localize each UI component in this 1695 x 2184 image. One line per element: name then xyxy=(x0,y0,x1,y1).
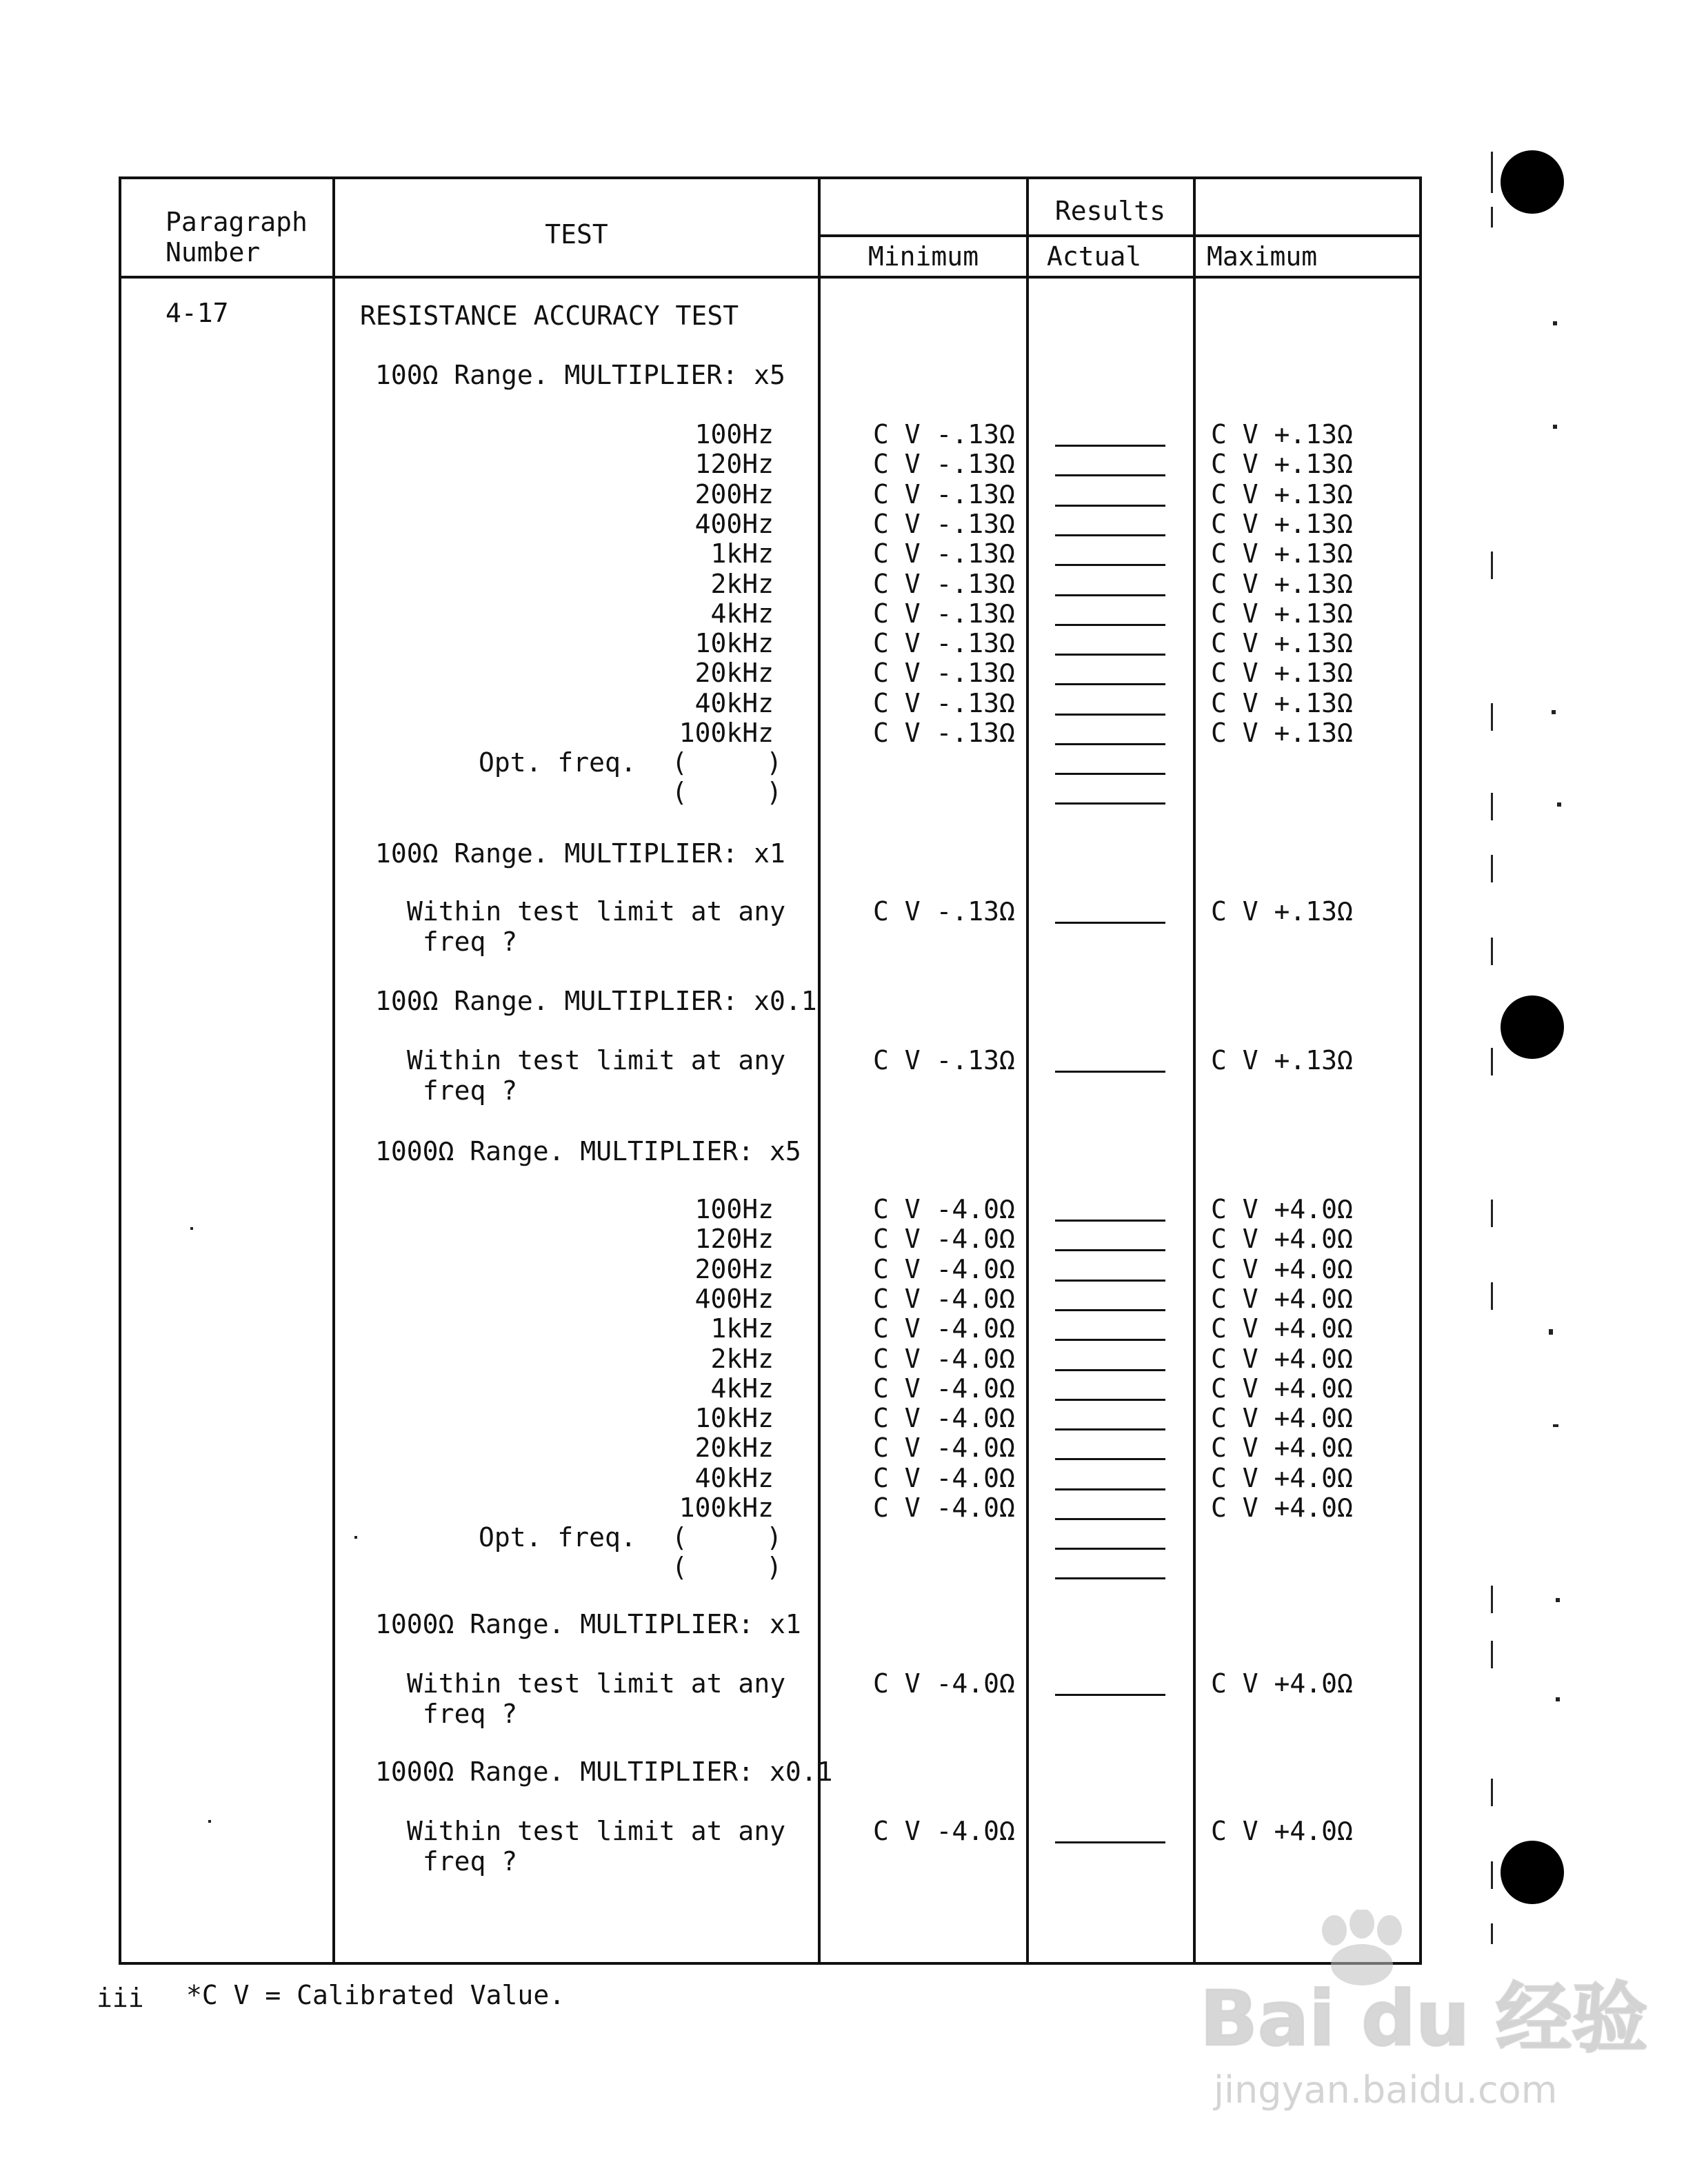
frequency-label: 40kHz xyxy=(694,1462,774,1493)
result-entry-blank xyxy=(1055,1071,1165,1073)
scan-speck xyxy=(190,1227,193,1230)
section-label: 1000Ω Range. MULTIPLIER: x0.1 xyxy=(375,1757,833,1787)
paragraph-number: 4-17 xyxy=(166,298,229,328)
maximum-value: C V +.13Ω xyxy=(1211,687,1353,718)
minimum-value: C V -.13Ω xyxy=(873,508,1015,539)
result-entry-blank xyxy=(1055,1220,1165,1222)
frequency-label: 1kHz xyxy=(710,1313,774,1344)
scan-speck xyxy=(1491,1641,1493,1668)
minimum-value: C V -4.0Ω xyxy=(873,1403,1015,1434)
minimum-value: C V -4.0Ω xyxy=(873,1194,1015,1224)
result-entry-blank xyxy=(1055,743,1165,745)
header-actual: Actual xyxy=(1047,241,1142,272)
result-entry-blank xyxy=(1055,505,1165,507)
column-divider-1 xyxy=(332,176,335,1965)
test-title: RESISTANCE ACCURACY TEST xyxy=(360,301,739,331)
minimum-value: C V -4.0Ω xyxy=(873,1668,1015,1699)
frequency-label: 100kHz xyxy=(679,718,774,748)
frequency-label: 400Hz xyxy=(694,508,774,539)
frequency-label: 4kHz xyxy=(710,598,774,629)
binder-hole-middle xyxy=(1501,995,1564,1059)
maximum-value: C V +.13Ω xyxy=(1211,658,1353,689)
frequency-label: 100kHz xyxy=(679,1493,774,1523)
maximum-value: C V +4.0Ω xyxy=(1211,1816,1353,1846)
maximum-value: C V +4.0Ω xyxy=(1211,1224,1353,1255)
result-entry-blank xyxy=(1055,1399,1165,1401)
result-entry-blank xyxy=(1055,1548,1165,1550)
maximum-value: C V +.13Ω xyxy=(1211,419,1353,449)
binder-hole-top xyxy=(1501,150,1564,214)
scan-speck xyxy=(1491,1586,1493,1613)
header-bottom-line xyxy=(119,276,1422,279)
scan-speck xyxy=(354,1536,357,1539)
maximum-value: C V +.13Ω xyxy=(1211,598,1353,629)
maximum-value: C V +.13Ω xyxy=(1211,449,1353,480)
scan-speck xyxy=(1491,1861,1493,1889)
minimum-value: C V -4.0Ω xyxy=(873,1462,1015,1493)
section-label: 1000Ω Range. MULTIPLIER: x1 xyxy=(375,1609,801,1639)
scan-speck xyxy=(1491,152,1493,193)
frequency-label: 20kHz xyxy=(694,658,774,689)
calibrated-value-note: *C V = Calibrated Value. xyxy=(186,1980,565,2010)
result-entry-blank xyxy=(1055,1369,1165,1371)
section-label: 100Ω Range. MULTIPLIER: x0.1 xyxy=(375,986,817,1016)
maximum-value: C V +4.0Ω xyxy=(1211,1253,1353,1284)
scan-speck xyxy=(1491,1282,1493,1310)
maximum-value: C V +4.0Ω xyxy=(1211,1403,1353,1434)
scan-speck xyxy=(1491,855,1493,882)
minimum-value: C V -4.0Ω xyxy=(873,1283,1015,1314)
minimum-value: C V -4.0Ω xyxy=(873,1253,1015,1284)
result-entry-blank xyxy=(1055,1309,1165,1311)
section-label: 100Ω Range. MULTIPLIER: x5 xyxy=(375,360,785,390)
minimum-value: C V -.13Ω xyxy=(873,568,1015,599)
frequency-label: 120Hz xyxy=(694,1224,774,1255)
maximum-value: C V +.13Ω xyxy=(1211,718,1353,748)
opt-freq-paren: ( ) xyxy=(672,747,783,778)
maximum-value: C V +4.0Ω xyxy=(1211,1313,1353,1344)
frequency-label: 1kHz xyxy=(710,538,774,569)
result-entry-blank xyxy=(1055,922,1165,924)
maximum-value: C V +4.0Ω xyxy=(1211,1433,1353,1464)
frequency-label: 120Hz xyxy=(694,449,774,480)
within-test-limit-label: Within test limit at any freq ? xyxy=(407,1045,786,1106)
maximum-value: C V +4.0Ω xyxy=(1211,1373,1353,1404)
minimum-value: C V -.13Ω xyxy=(873,1045,1015,1075)
result-entry-blank xyxy=(1055,1841,1165,1843)
frequency-label: 200Hz xyxy=(694,478,774,509)
minimum-value: C V -4.0Ω xyxy=(873,1313,1015,1344)
frequency-label: 200Hz xyxy=(694,1253,774,1284)
opt-freq-paren: ( ) xyxy=(672,1522,783,1553)
frequency-label: 40kHz xyxy=(694,687,774,718)
header-paragraph-number: Paragraph Number xyxy=(166,207,308,267)
scan-speck xyxy=(1491,938,1493,965)
result-entry-blank xyxy=(1055,624,1165,626)
maximum-value: C V +.13Ω xyxy=(1211,568,1353,599)
minimum-value: C V -.13Ω xyxy=(873,538,1015,569)
maximum-value: C V +4.0Ω xyxy=(1211,1668,1353,1699)
result-entry-blank xyxy=(1055,564,1165,566)
maximum-value: C V +4.0Ω xyxy=(1211,1283,1353,1314)
frequency-label: 10kHz xyxy=(694,1403,774,1434)
result-entry-blank xyxy=(1055,534,1165,536)
within-test-limit-label: Within test limit at any freq ? xyxy=(407,896,786,957)
result-entry-blank xyxy=(1055,1577,1165,1579)
result-entry-blank xyxy=(1055,714,1165,716)
minimum-value: C V -.13Ω xyxy=(873,687,1015,718)
result-entry-blank xyxy=(1055,1458,1165,1460)
minimum-value: C V -4.0Ω xyxy=(873,1433,1015,1464)
table-border-left xyxy=(119,176,121,1965)
scan-speck xyxy=(1553,425,1557,429)
table-border-top xyxy=(119,176,1422,179)
result-entry-blank xyxy=(1055,1339,1165,1341)
frequency-label: 100Hz xyxy=(694,1194,774,1224)
section-label: 1000Ω Range. MULTIPLIER: x5 xyxy=(375,1136,801,1166)
binder-hole-bottom xyxy=(1501,1841,1564,1904)
watermark-url: jingyan.baidu.com xyxy=(1214,2068,1558,2112)
result-entry-blank xyxy=(1055,1249,1165,1251)
minimum-value: C V -.13Ω xyxy=(873,658,1015,689)
maximum-value: C V +.13Ω xyxy=(1211,1045,1353,1075)
minimum-value: C V -.13Ω xyxy=(873,419,1015,449)
scan-speck xyxy=(1556,1697,1560,1701)
minimum-value: C V -4.0Ω xyxy=(873,1373,1015,1404)
frequency-label: 4kHz xyxy=(710,1373,774,1404)
scan-speck xyxy=(1553,1424,1558,1427)
table-border-right xyxy=(1419,176,1422,1965)
scan-speck xyxy=(1491,703,1493,731)
scan-speck xyxy=(1491,1779,1493,1806)
scan-speck xyxy=(1552,710,1556,714)
maximum-value: C V +4.0Ω xyxy=(1211,1493,1353,1523)
scan-speck xyxy=(1491,1200,1493,1227)
maximum-value: C V +4.0Ω xyxy=(1211,1343,1353,1374)
maximum-value: C V +.13Ω xyxy=(1211,628,1353,659)
within-test-limit-label: Within test limit at any freq ? xyxy=(407,1816,786,1877)
scan-speck xyxy=(1556,1598,1560,1602)
opt-freq-label: Opt. freq. xyxy=(479,747,636,778)
frequency-label: 20kHz xyxy=(694,1433,774,1464)
scan-speck xyxy=(1491,552,1493,579)
minimum-value: C V -.13Ω xyxy=(873,478,1015,509)
minimum-value: C V -4.0Ω xyxy=(873,1224,1015,1255)
minimum-value: C V -4.0Ω xyxy=(873,1493,1015,1523)
baidu-watermark xyxy=(1200,1910,1648,2116)
watermark-brand: Bai du 经验 xyxy=(1200,1974,1648,2063)
maximum-value: C V +.13Ω xyxy=(1211,538,1353,569)
scan-speck xyxy=(1491,1048,1493,1075)
maximum-value: C V +4.0Ω xyxy=(1211,1462,1353,1493)
result-entry-blank xyxy=(1055,773,1165,775)
page-number: iii xyxy=(97,1983,144,2013)
column-divider-4 xyxy=(1193,176,1196,1965)
result-entry-blank xyxy=(1055,1428,1165,1430)
maximum-value: C V +.13Ω xyxy=(1211,478,1353,509)
result-entry-blank xyxy=(1055,1518,1165,1520)
maximum-value: C V +.13Ω xyxy=(1211,508,1353,539)
header-minimum: Minimum xyxy=(867,241,979,272)
frequency-label: 400Hz xyxy=(694,1283,774,1314)
frequency-label: 10kHz xyxy=(694,628,774,659)
scan-speck xyxy=(1557,802,1561,807)
column-divider-2 xyxy=(818,176,821,1965)
minimum-value: C V -.13Ω xyxy=(873,718,1015,748)
scan-speck xyxy=(208,1820,211,1823)
within-test-limit-label: Within test limit at any freq ? xyxy=(407,1668,786,1729)
opt-freq-paren: ( ) xyxy=(672,1552,783,1583)
result-entry-blank xyxy=(1055,1488,1165,1490)
header-test: TEST xyxy=(545,219,608,250)
frequency-label: 100Hz xyxy=(694,419,774,449)
header-results: Results xyxy=(1054,196,1166,226)
result-entry-blank xyxy=(1055,594,1165,596)
minimum-value: C V -4.0Ω xyxy=(873,1343,1015,1374)
section-label: 100Ω Range. MULTIPLIER: x1 xyxy=(375,838,785,869)
result-entry-blank xyxy=(1055,1694,1165,1696)
frequency-label: 2kHz xyxy=(710,568,774,599)
minimum-value: C V -.13Ω xyxy=(873,449,1015,480)
scan-speck xyxy=(1553,321,1557,325)
minimum-value: C V -4.0Ω xyxy=(873,1816,1015,1846)
result-entry-blank xyxy=(1055,802,1165,805)
scan-speck xyxy=(1491,207,1493,228)
minimum-value: C V -.13Ω xyxy=(873,598,1015,629)
result-entry-blank xyxy=(1055,445,1165,447)
opt-freq-label: Opt. freq. xyxy=(479,1522,636,1553)
header-maximum: Maximum xyxy=(1207,241,1318,272)
result-entry-blank xyxy=(1055,654,1165,656)
maximum-value: C V +4.0Ω xyxy=(1211,1194,1353,1224)
scan-speck xyxy=(1549,1329,1553,1335)
result-entry-blank xyxy=(1055,683,1165,685)
scan-speck xyxy=(1491,793,1493,820)
maximum-value: C V +.13Ω xyxy=(1211,896,1353,927)
frequency-label: 2kHz xyxy=(710,1343,774,1374)
result-entry-blank xyxy=(1055,1280,1165,1282)
results-subheader-line xyxy=(818,234,1422,237)
column-divider-3 xyxy=(1026,176,1029,1965)
opt-freq-paren: ( ) xyxy=(672,777,783,808)
minimum-value: C V -.13Ω xyxy=(873,628,1015,659)
result-entry-blank xyxy=(1055,474,1165,476)
minimum-value: C V -.13Ω xyxy=(873,896,1015,927)
